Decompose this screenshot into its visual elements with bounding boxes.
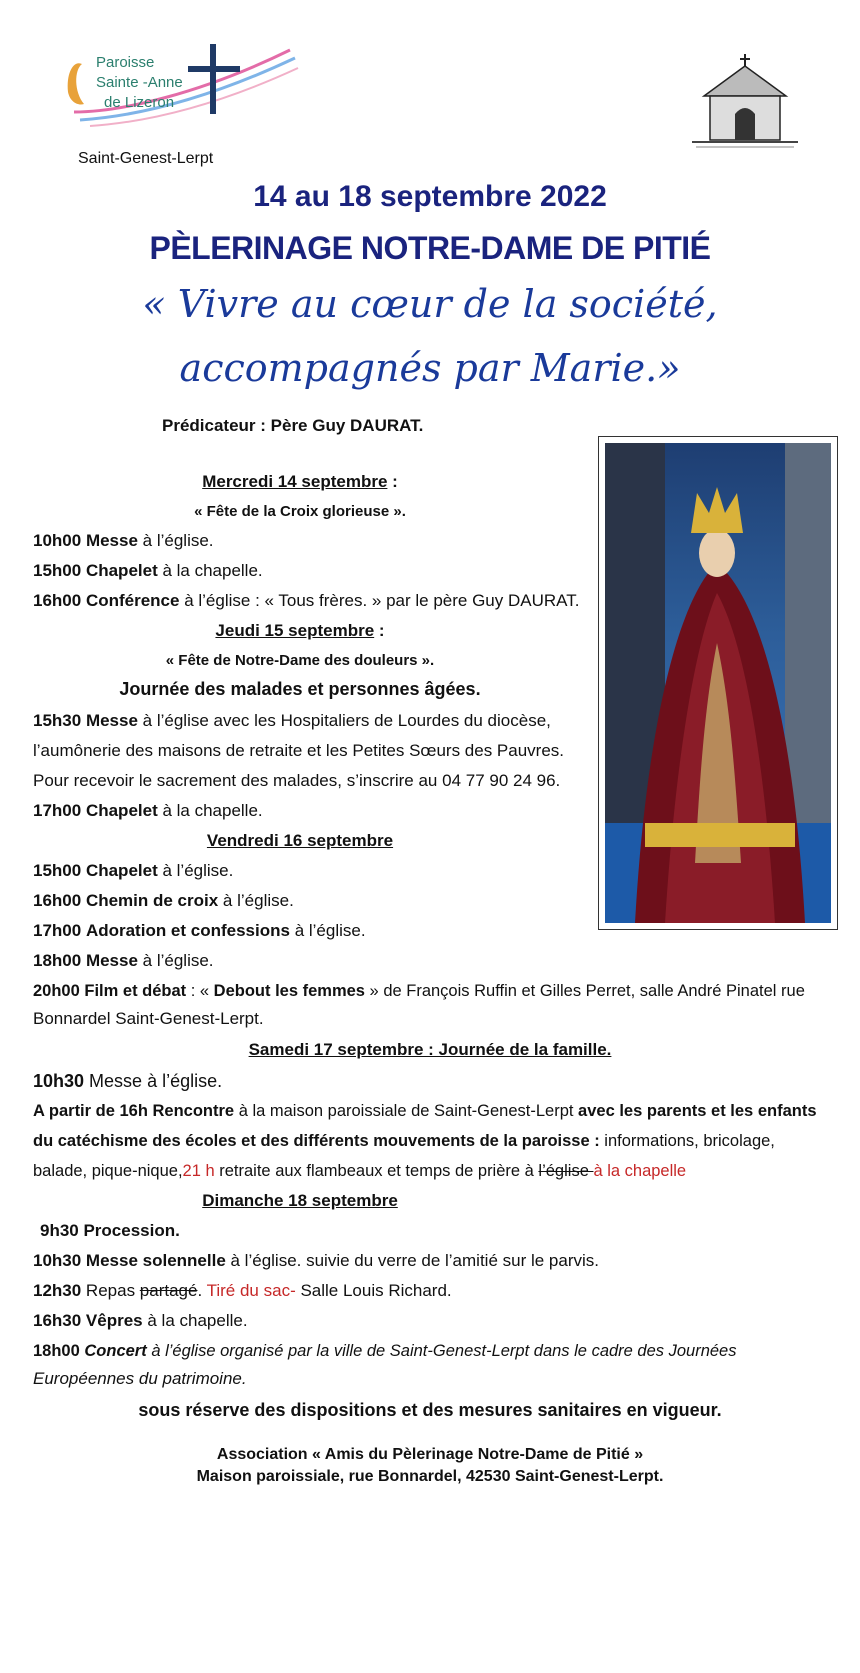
film-item: 20h00 Film et débat : « Debout les femmes » de François Ruffin et Gilles Perret, salle André Pinatel rue xyxy=(33,982,805,1000)
sanitary-notice: sous réserve des dispositions et des mesures sanitaires en vigueur. xyxy=(138,1400,722,1420)
day-heading-friday: Vendredi 16 septembre xyxy=(206,831,394,850)
thursday-day: Jeudi 15 septembre xyxy=(215,621,375,640)
chapel-illustration xyxy=(690,52,800,152)
schedule-item: 12h30 Repas partagé. Tiré du sac- Salle Louis Richard. xyxy=(33,1281,452,1300)
schedule-item: 10h30 Messe à l’église. xyxy=(33,1071,223,1091)
film-location: Bonnardel Saint-Genest-Lerpt. xyxy=(33,1009,264,1028)
thursday-feast: « Fête de Notre-Dame des douleurs ». xyxy=(165,652,435,669)
statue-graphic xyxy=(605,443,831,923)
thursday-day-suffix: : xyxy=(374,621,385,640)
schedule-item: 16h00 Chemin de croix à l’église. xyxy=(33,891,294,910)
pilgrimage-title: PÈLERINAGE NOTRE-DAME DE PITIÉ xyxy=(149,230,711,266)
footer-address: Maison paroissiale, rue Bonnardel, 42530 Saint-Genest-Lerpt. xyxy=(196,1468,664,1485)
day-heading-sunday: Dimanche 18 septembre xyxy=(202,1191,398,1210)
family-meeting-line-1: A partir de 16h Rencontre à la maison paroissiale de Saint-Genest-Lerpt avec les parents et les enfants xyxy=(33,1102,817,1120)
schedule-item-continued: l’aumônerie des maisons de retraite et les Petites Sœurs des Pauvres. xyxy=(33,741,565,760)
schedule-item: 16h30 Vêpres à la chapelle. xyxy=(33,1311,248,1330)
theme-line-1: « Vivre au cœur de la société, xyxy=(142,282,718,326)
schedule-item: 10h00 Messe à l’église. xyxy=(33,531,214,550)
wednesday-feast: « Fête de la Croix glorieuse ». xyxy=(194,503,406,520)
schedule-item: 10h30 Messe solennelle à l’église. suivie du verre de l’amitié sur le parvis. xyxy=(33,1251,599,1270)
logo-line-2: Sainte -Anne xyxy=(96,74,183,91)
wednesday-day: Mercredi 14 septembre xyxy=(202,472,388,491)
schedule-item: 18h00 Messe à l’église. xyxy=(33,951,214,970)
theme-line-2: accompagnés par Marie.» xyxy=(179,346,681,390)
schedule-item: 18h00 Concert à l’église organisé par la ville de Saint-Genest-Lerpt dans le cadre des Journées xyxy=(33,1342,737,1360)
family-meeting-line-2: du catéchisme des écoles et des différents mouvements de la paroisse : informations, bricolage, xyxy=(33,1132,775,1150)
schedule-item: 17h00 Adoration et confessions à l’église. xyxy=(33,921,366,940)
concert-continued: Européennes du patrimoine. xyxy=(33,1369,247,1388)
procession-item: 9h30 Procession. xyxy=(40,1221,180,1240)
family-meeting-line-3: balade, pique-nique,21 h retraite aux flambeaux et temps de prière à l’église à la chapelle xyxy=(33,1162,687,1180)
schedule-item: 15h30 Messe à l’église avec les Hospitaliers de Lourdes du diocèse, xyxy=(33,711,551,730)
town-name: Saint-Genest-Lerpt xyxy=(78,150,214,167)
day-heading-wednesday xyxy=(0,472,600,492)
wednesday-day-suffix: : xyxy=(387,472,398,491)
preacher: Prédicateur : Père Guy DAURAT. xyxy=(162,416,424,435)
parish-logo xyxy=(60,42,310,132)
schedule-item: 15h00 Chapelet à la chapelle. xyxy=(33,561,263,580)
event-dates: 14 au 18 septembre 2022 xyxy=(253,180,607,213)
logo-line-1: Paroisse xyxy=(96,54,155,71)
day-heading-thursday xyxy=(0,621,600,641)
statue-photo xyxy=(598,436,838,930)
logo-line-3: de Lizeron xyxy=(104,94,175,111)
chapel-icon xyxy=(690,52,800,152)
schedule-item: 15h00 Chapelet à l’église. xyxy=(33,861,234,880)
schedule-item: 16h00 Conférence à l’église : « Tous frères. » par le père Guy DAURAT. xyxy=(33,591,580,610)
footer-association: Association « Amis du Pèlerinage Notre-Dame de Pitié » xyxy=(216,1446,644,1463)
thursday-theme: Journée des malades et personnes âgées. xyxy=(119,679,481,699)
registration-line: Pour recevoir le sacrement des malades, s’inscrire au 04 77 90 24 96. xyxy=(33,771,561,790)
day-heading-saturday: Samedi 17 septembre : Journée de la famille. xyxy=(248,1040,612,1059)
schedule-item: 17h00 Chapelet à la chapelle. xyxy=(33,801,263,820)
statue-photo-image xyxy=(605,443,831,923)
